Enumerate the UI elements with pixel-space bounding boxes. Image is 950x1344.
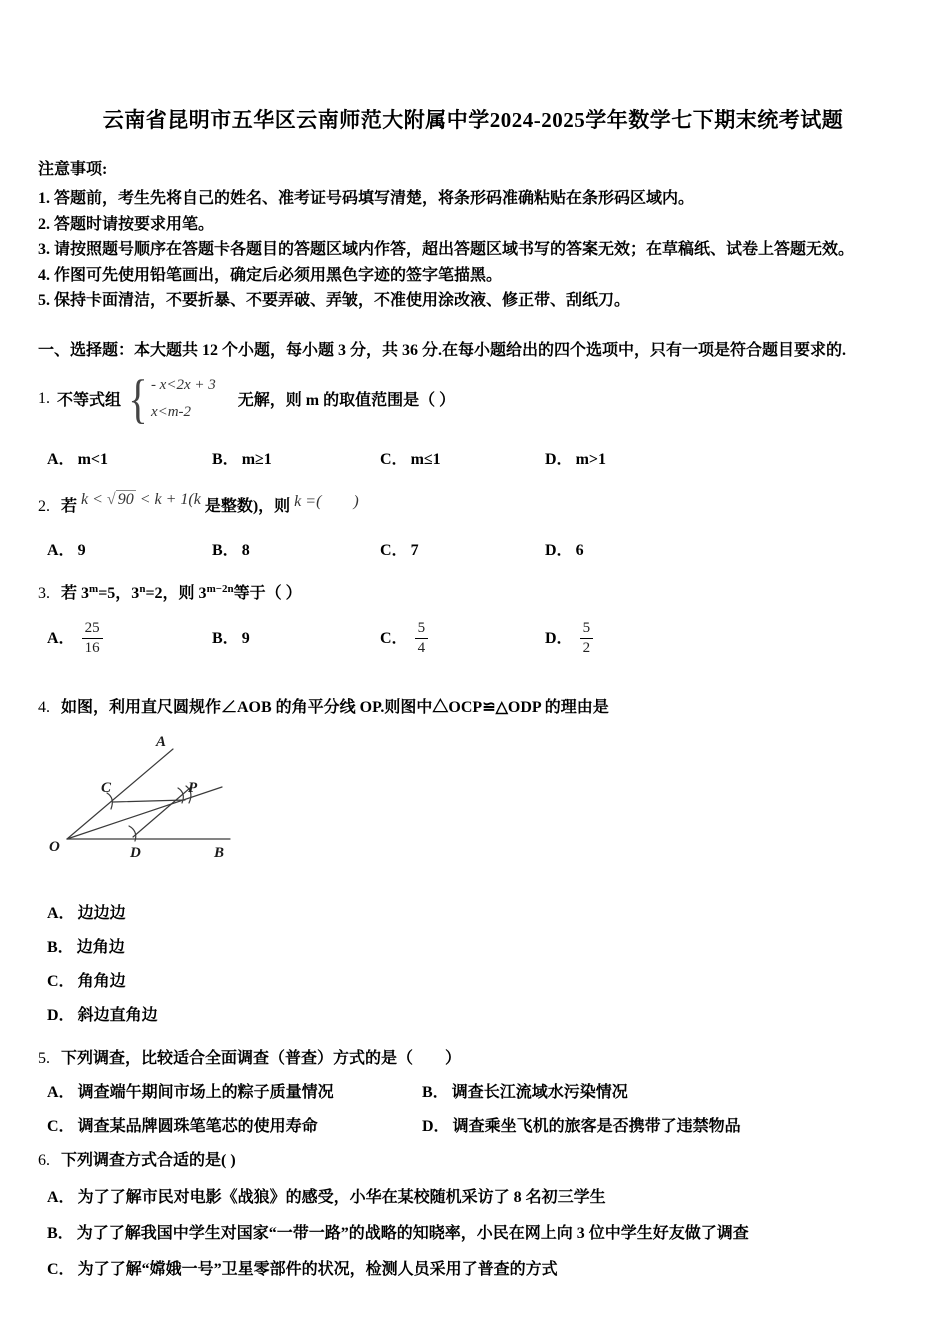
segment-DP — [133, 788, 190, 837]
q3-option-c: C． $\frac{5}{4}$ — [380, 619, 545, 658]
question-2-options — [38, 541, 908, 560]
figure-label-C: C — [101, 779, 112, 796]
system-brace: { — [128, 368, 148, 429]
question-6 — [38, 1151, 908, 1171]
question-3-options — [38, 619, 908, 658]
fraction-5-2: $\frac{5}{2}$ — [580, 619, 594, 658]
figure-label-O: O — [49, 838, 60, 855]
question-6-number: 6. — [38, 1151, 50, 1169]
q5-option-a: A． 调查端午期间市场上的粽子质量情况 — [47, 1083, 334, 1101]
question-5 — [38, 1049, 908, 1069]
ray-OA — [67, 749, 173, 839]
q6-option-b: B． 为了了解我国中学生对国家“一带一路”的战略的知晓率，小民在网上向 3 位中学生好友做了调查 — [47, 1224, 749, 1242]
radicand: 90 — [117, 490, 134, 508]
q1-option-a: A． m<1 — [47, 450, 109, 468]
q1-option-b: B． m≥1 — [212, 450, 272, 468]
system-line-2: x<m-2 — [150, 403, 192, 420]
page-title: 云南省昆明市五华区云南师范大附属中学2024-2025学年数学七下期末统考试题 — [102, 108, 844, 132]
question-5-number: 5. — [38, 1049, 50, 1067]
q4-option-b: B． 边角边 — [47, 938, 125, 956]
notice-item-5: 5. 保持卡面清洁，不要折暴、不要弄破、弄皱，不准使用涂改液、修正带、刮纸刀。 — [38, 292, 631, 309]
q5-option-c: C． 调查某品牌圆珠笔笔芯的使用寿命 — [47, 1117, 318, 1135]
question-6-text: 下列调查方式合适的是( ) — [61, 1151, 236, 1169]
q1-option-c: C． m≤1 — [380, 450, 441, 468]
q6-option-c: C． 为了了解“嫦娥一号”卫星零部件的状况，检测人员采用了普查的方式 — [47, 1260, 558, 1278]
q2-option-c: C． 7 — [380, 541, 419, 559]
inequality-system — [125, 368, 216, 429]
q2-option-a: A． 9 — [47, 541, 86, 559]
notice-heading: 注意事项: — [38, 161, 108, 178]
radical-sign: √ — [106, 490, 116, 508]
sqrt-inequality: k < √ 90 < k + 1(k — [81, 490, 201, 508]
question-6-options — [38, 1188, 908, 1279]
q4-option-a: A． 边边边 — [47, 904, 126, 922]
q2-option-b: B． 8 — [212, 541, 250, 559]
question-2-mid: 是整数)，则 — [204, 497, 291, 515]
question-5-text: 下列调查，比较适合全面调查（普查）方式的是（ ） — [61, 1049, 462, 1067]
question-3: 3. 若 $3^m=5$，$3^n=2$，则 $3^{m-2n}$等于（ ） — [38, 582, 302, 602]
question-4 — [38, 698, 908, 718]
question-4-number: 4. — [38, 698, 50, 716]
notice-item-4: 4. 作图可先使用铅笔画出，确定后必须用黑色字迹的签字笔描黑。 — [38, 266, 503, 284]
fraction-5-4: $\frac{5}{4}$ — [415, 619, 429, 658]
question-5-options — [38, 1083, 908, 1136]
q3-option-d: D． $\frac{5}{2}$ — [545, 619, 908, 658]
fraction-25-16: $\frac{25}{16}$ — [82, 619, 103, 658]
figure-label-A: A — [156, 733, 167, 750]
geometry-diagram — [38, 724, 278, 884]
q5-option-d: D． 调查乘坐飞机的旅客是否携带了违禁物品 — [422, 1117, 741, 1135]
q6-option-a: A． 为了了解市民对电影《战狼》的感受，小华在某校随机采访了 8 名初三学生 — [47, 1188, 606, 1206]
question-2 — [38, 490, 908, 517]
q1-option-d: D． m>1 — [545, 450, 607, 468]
question-1-number: 1. — [38, 389, 50, 407]
question-2-lead: 若 — [61, 497, 78, 515]
notice-item-3: 3. 请按照题号顺序在答题卡各题目的答题区域内作答，超出答题区域书写的答案无效；在草稿纸、试卷上答题无效。 — [38, 241, 855, 258]
question-3-number: 3. — [38, 584, 50, 602]
q2-option-d: D． 6 — [545, 541, 584, 559]
notice-item-2: 2. 答题时请按要求用笔。 — [38, 215, 215, 233]
section-1-heading: 一、选择题：本大题共 12 个小题，每小题 3 分，共 36 分.在每小题给出的四个选项中，只有一项是符合题目要求的. — [38, 341, 847, 359]
figure-label-P: P — [188, 779, 198, 796]
q5-option-b: B． 调查长江流域水污染情况 — [422, 1083, 628, 1101]
question-4-text: 如图，利用直尺圆规作∠AOB 的角平分线 OP.则图中△OCP≌△ODP 的理由是 — [61, 698, 609, 716]
ray-OP — [67, 787, 222, 839]
question-2-number: 2. — [38, 497, 50, 515]
question-1-lead: 不等式组 — [57, 392, 122, 409]
q4-option-c: C． 角角边 — [47, 972, 126, 990]
q3-option-a: A． $\frac{25}{16}$ — [47, 619, 212, 658]
figure-label-B: B — [214, 844, 225, 861]
q3-option-b: B． 9 — [212, 629, 250, 647]
question-1 — [38, 368, 908, 429]
angle-bisector-figure — [38, 724, 908, 884]
q4-option-d: D． 斜边直角边 — [47, 1006, 158, 1024]
exponent-m: m — [89, 582, 99, 595]
notice-item-1: 1. 答题前，考生先将自己的姓名、准考证号码填写清楚，将条形码准确粘贴在条形码区域内。 — [38, 190, 695, 207]
question-1-tail: 无解，则 m 的取值范围是（ ） — [237, 392, 456, 409]
question-1-options — [38, 450, 908, 469]
system-line-1: - x<2x + 3 — [150, 376, 216, 393]
question-2-answer-blank: k =( ) — [294, 492, 359, 510]
exponent-n: n — [139, 582, 146, 595]
exponent-m-2n: m−2n — [206, 582, 234, 595]
figure-label-D: D — [130, 844, 141, 861]
